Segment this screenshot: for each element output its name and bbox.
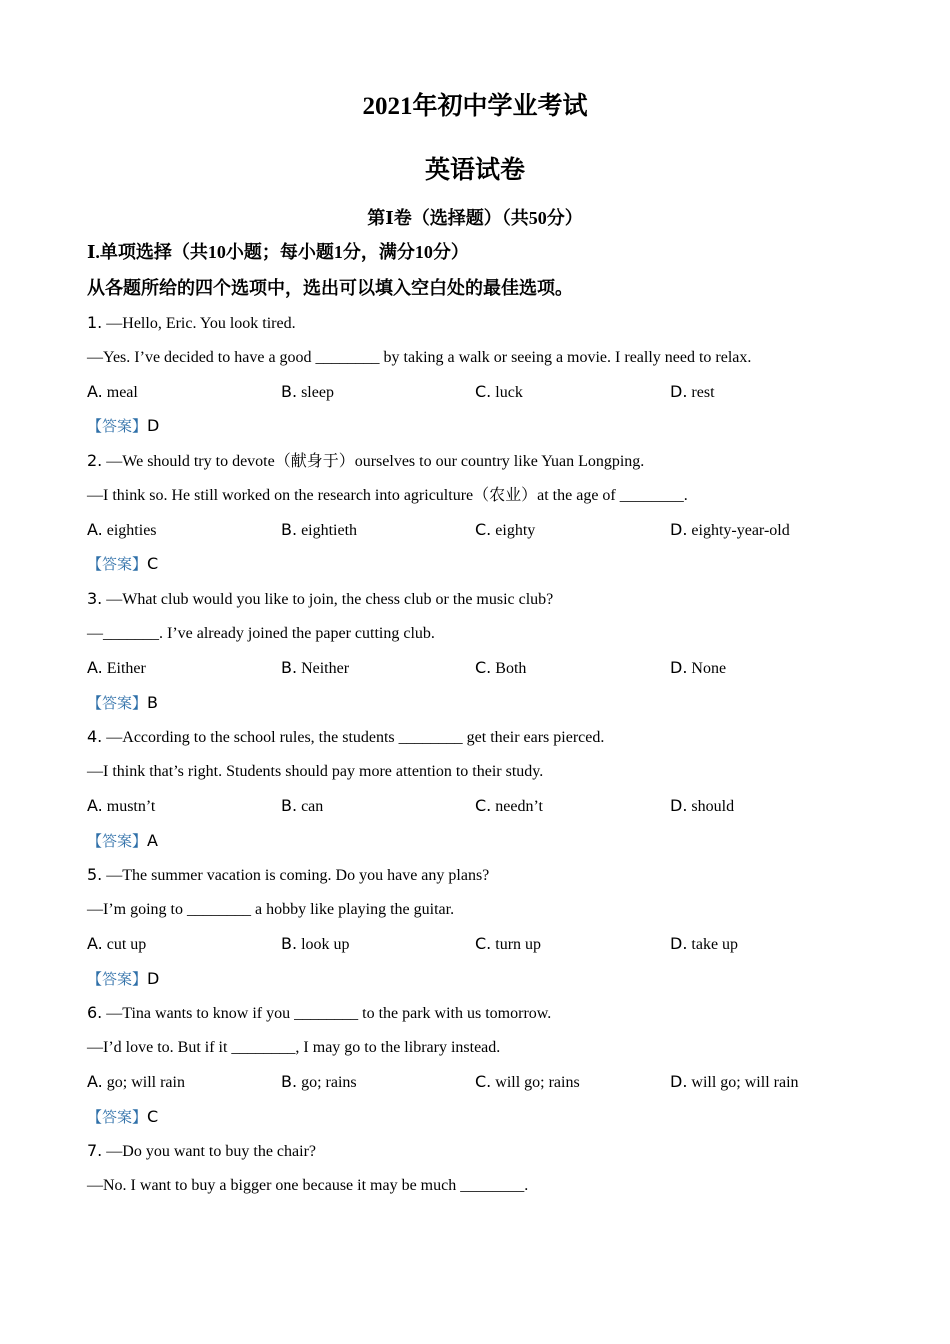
question-1-option-a[interactable]: A. meal [87,382,138,401]
question-4-answer: 【答案】A [87,831,158,850]
question-6-option-b[interactable]: B. go; rains [281,1072,357,1091]
question-number: 4. [87,727,103,746]
question-5-line1: 5. —The summer vacation is coming. Do you have any plans? [87,865,490,884]
question-number: 6. [87,1003,103,1022]
question-number: 5. [87,865,103,884]
question-1-line1: 1. —Hello, Eric. You look tired. [87,313,296,332]
question-1-option-b[interactable]: B. sleep [281,382,334,401]
question-1-answer: 【答案】D [87,416,160,435]
question-2-line2: —I think so. He still worked on the research into agriculture（农业）at the age of ________. [87,487,688,504]
question-3-line1: 3. —What club would you like to join, the chess club or the music club? [87,589,554,608]
question-2-answer: 【答案】C [87,554,159,573]
question-3-option-d[interactable]: D. None [670,658,727,677]
question-number: 2. [87,451,103,470]
exam-title: 2021年初中学业考试 [362,93,588,120]
part-title: 第Ⅰ卷（选择题）（共50分） [367,208,583,228]
question-4-option-b[interactable]: B. can [281,796,324,815]
question-4-option-a[interactable]: A. mustn’t [87,796,156,815]
exam-subtitle: 英语试卷 [424,157,525,184]
question-5-line2: —I’m going to ________ a hobby like playing the guitar. [87,901,455,918]
question-5-option-a[interactable]: A. cut up [87,934,147,953]
question-number: 3. [87,589,103,608]
question-2-option-d[interactable]: D. eighty-year-old [670,520,790,539]
question-number: 1. [87,313,103,332]
question-3-option-b[interactable]: B. Neither [281,658,350,677]
question-1-line2: —Yes. I’ve decided to have a good ________ by taking a walk or seeing a movie. I really need to relax. [87,349,752,366]
question-5-option-c[interactable]: C. turn up [475,934,542,953]
section-heading: Ⅰ.单项选择（共10小题；每小题1分，满分10分） [87,242,469,262]
question-5-answer: 【答案】D [87,969,160,988]
question-1-option-d[interactable]: D. rest [670,382,715,401]
question-5-option-b[interactable]: B. look up [281,934,350,953]
question-6-answer: 【答案】C [87,1107,159,1126]
question-6-option-c[interactable]: C. will go; rains [475,1072,580,1091]
question-number: 7. [87,1141,103,1160]
question-4-line2: —I think that’s right. Students should pay more attention to their study. [87,763,544,780]
question-2-option-c[interactable]: C. eighty [475,520,536,539]
section-instruction: 从各题所给的四个选项中，选出可以填入空白处的最佳选项。 [87,278,573,298]
question-7-line2: —No. I want to buy a bigger one because it may be much ________. [87,1177,529,1194]
question-6-option-a[interactable]: A. go; will rain [87,1072,185,1091]
question-4-option-d[interactable]: D. should [670,796,735,815]
question-6-line1: 6. —Tina wants to know if you ________ to the park with us tomorrow. [87,1003,552,1022]
question-6-line2: —I’d love to. But if it ________, I may go to the library instead. [87,1039,501,1056]
question-5-option-d[interactable]: D. take up [670,934,739,953]
question-1-option-c[interactable]: C. luck [475,382,523,401]
question-4-option-c[interactable]: C. needn’t [475,796,543,815]
question-3-option-a[interactable]: A. Either [87,658,146,677]
question-2-option-b[interactable]: B. eightieth [281,520,358,539]
question-3-answer: 【答案】B [87,693,158,712]
question-2-option-a[interactable]: A. eighties [87,520,157,539]
question-3-option-c[interactable]: C. Both [475,658,527,677]
question-6-option-d[interactable]: D. will go; will rain [670,1072,799,1091]
question-2-line1: 2. —We should try to devote（献身于）ourselves to our country like Yuan Longping. [87,451,645,470]
question-3-line2: —_______. I’ve already joined the paper cutting club. [87,625,435,642]
question-7-line1: 7. —Do you want to buy the chair? [87,1141,316,1160]
question-4-line1: 4. —According to the school rules, the students ________ get their ears pierced. [87,727,605,746]
